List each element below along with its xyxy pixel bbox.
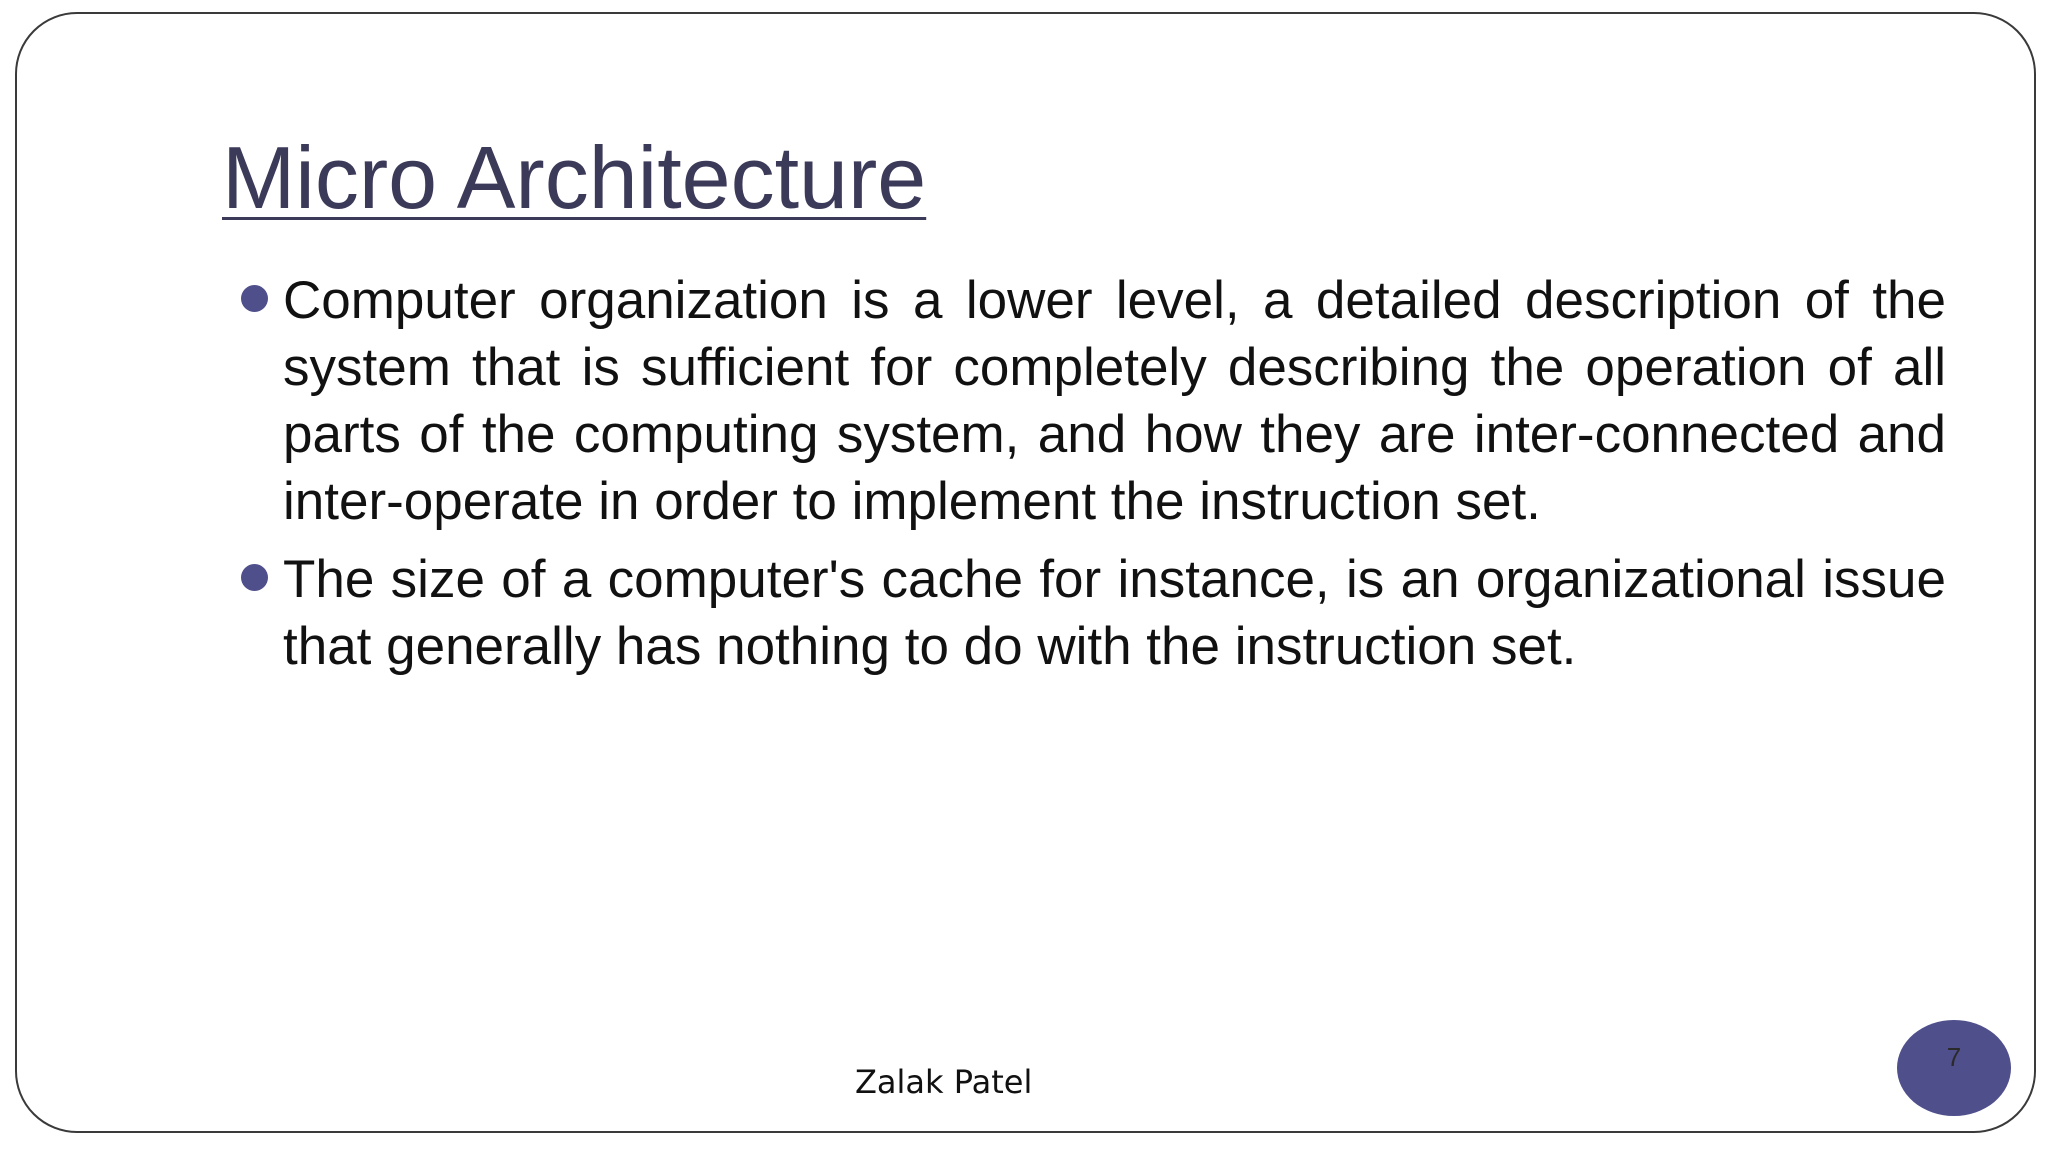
- bullet-text: Computer organization is a lower level, a detailed description of the system that is sufficient for completely describing the operation of all parts of the computing system, and how they are inter-connected and inter-operate in order to implement the instruction set.: [283, 271, 1946, 531]
- bullet-dot-icon: [241, 285, 268, 312]
- bullet-item: [237, 267, 1946, 535]
- bullet-text: The size of a computer's cache for instance, is an organizational issue that generally has nothing to do with the instruction set.: [283, 550, 1946, 676]
- slide: [15, 12, 2036, 1133]
- page-number-badge: [1897, 1020, 2011, 1116]
- slide-title: Micro Architecture: [222, 128, 927, 227]
- bullet-item: [237, 546, 1946, 680]
- bullet-list: [237, 267, 1946, 691]
- bullet-dot-icon: [241, 564, 268, 591]
- footer-author: Zalak Patel: [855, 1063, 1033, 1101]
- page-number: 7: [1946, 1042, 1962, 1072]
